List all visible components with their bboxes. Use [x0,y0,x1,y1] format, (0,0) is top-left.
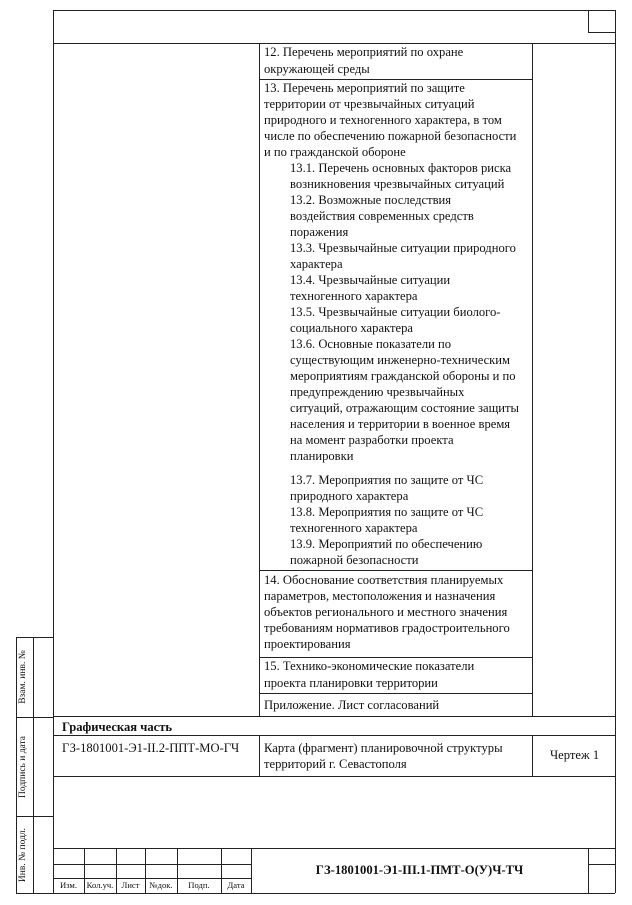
toc-line: ситуаций, отражающим состояние защиты [290,401,519,415]
toc-line: 15. Технико-экономические показатели [264,659,475,673]
toc-line: проектирования [264,637,351,651]
frame-right [615,10,616,893]
toc-line: пожарной безопасности [290,553,419,567]
frame-top [53,10,615,11]
side-label-podpis: Подпись и дата [18,736,28,799]
toc-line: 13.2. Возможные последствия [290,193,452,207]
toc-line: параметров, местоположения и назначения [264,589,496,603]
toc-line: окружающей среды [264,62,370,76]
stamp-header-ndok: №док. [149,880,173,890]
stamp-sheet-col [588,848,589,893]
row-sep-full [53,716,615,717]
toc-line: 13.5. Чрезвычайные ситуации биолого- [290,305,501,319]
toc-line: мероприятиям гражданской обороны и по [290,369,516,383]
toc-line: предупреждению чрезвычайных [290,385,465,399]
stamp-sheet-sep [588,864,615,865]
row-sep-full [53,735,615,736]
frame-bottom [53,893,615,894]
stamp-header-list: Лист [121,880,140,890]
toc-col-right [532,43,533,716]
toc-line: планировки [290,449,354,463]
toc-line: 13. Перечень мероприятий по защите [264,81,465,95]
toc-line: 14. Обоснование соответствия планируемых [264,573,504,587]
side-strip-left [16,637,17,893]
graphic-col-left [259,735,260,776]
side-label-vzam: Взам. инв. № [18,650,28,704]
toc-line: природного и техногенного характера, в том [264,113,502,127]
stamp-header-podp: Подп. [188,880,210,890]
toc-line: техногенного характера [290,521,418,535]
toc-line: природного характера [290,489,409,503]
toc-line: техногенного характера [290,289,418,303]
toc-line: 13.4. Чрезвычайные ситуации [290,273,451,287]
graphic-heading: Графическая часть [62,720,173,734]
stamp-doc-code: ГЗ-1801001-Э1-III.1-ПМТ-О(У)Ч-ТЧ [315,863,524,877]
stamp-top [53,848,615,849]
graphic-title-line: Карта (фрагмент) планировочной структуры [264,741,503,755]
toc-line: воздействия современных средств [290,209,474,223]
toc-line: социального характера [290,321,413,335]
side-label-inv: Инв. № подл. [18,827,28,883]
stamp-header-izm: Изм. [59,880,78,890]
toc-line: поражения [290,225,349,239]
row-sep [259,570,532,571]
toc-line: 13.9. Мероприятий по обеспечению [290,537,483,551]
toc-line: 13.7. Мероприятия по защите от ЧС [290,473,484,487]
side-strip-mid [33,637,34,893]
toc-line: 13.1. Перечень основных факторов риска [290,161,512,175]
row-sep-full [53,776,615,777]
toc-line: 13.3. Чрезвычайные ситуации природного [290,241,516,255]
stamp-header-koluch: Кол.уч. [86,880,114,890]
corner-box-bottom [588,32,615,33]
toc-line: проекта планировки территории [264,676,438,690]
stamp-header-data: Дата [227,880,245,890]
graphic-col-right [532,735,533,776]
toc-line: и по гражданской обороне [264,145,406,159]
side-strip-sep [16,717,53,718]
toc-appendix: Приложение. Лист согласований [264,698,440,712]
toc-line: 13.8. Мероприятия по защите от ЧС [290,505,484,519]
toc-line: характера [290,257,343,271]
toc-line: на момент разработки проекта [290,433,454,447]
toc-line: требованиям нормативов градостроительного [264,621,510,635]
toc-line: территории от чрезвычайных ситуаций [264,97,475,111]
graphic-title-line: территорий г. Севастополя [264,757,407,771]
frame-left [53,10,54,893]
graphic-code: ГЗ-1801001-Э1-II.2-ППТ-МО-ГЧ [62,741,240,755]
toc-line: объектов регионального и местного значения [264,605,508,619]
toc-line: существующим инженерно-техническим [290,353,511,367]
toc-line: 12. Перечень мероприятий по охране [264,45,464,59]
corner-box-left [588,10,589,32]
toc-line: возникновения чрезвычайных ситуаций [290,177,505,191]
toc-line: числе по обеспечению пожарной безопасности [264,129,517,143]
toc-line: населения и территории в военное время [290,417,511,431]
row-sep [259,693,532,694]
toc-col-left [259,43,260,716]
toc-line: 13.6. Основные показатели по [290,337,452,351]
graphic-sheet: Чертеж 1 [550,748,600,762]
